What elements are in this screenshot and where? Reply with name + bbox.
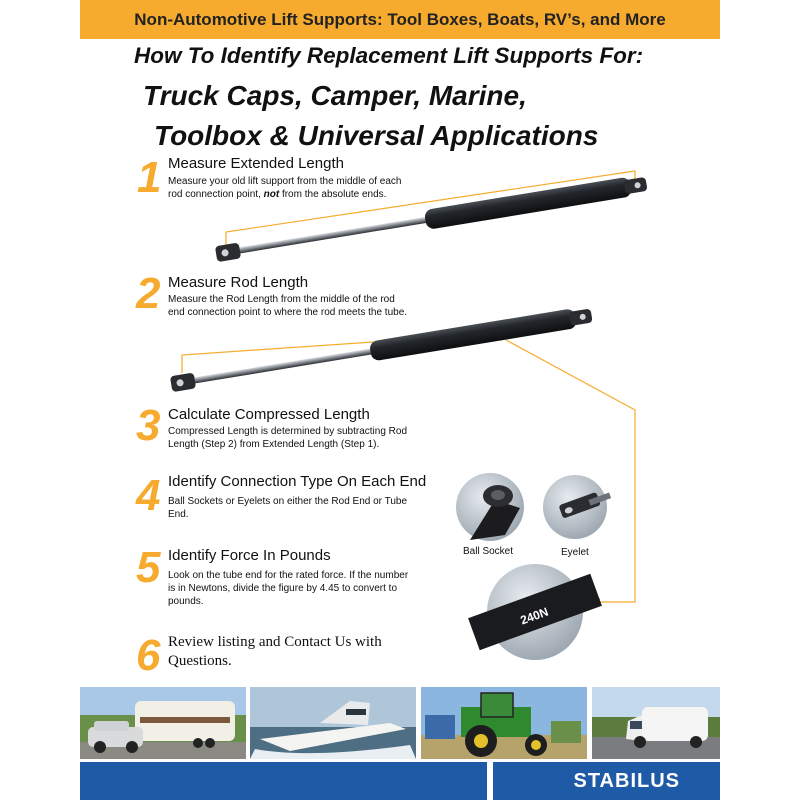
- step-2-number: 2: [136, 269, 161, 318]
- headline-2: Truck Caps, Camper, Marine,: [143, 80, 527, 111]
- step-3-title: Calculate Compressed Length: [168, 406, 370, 423]
- footer-divider: [487, 762, 493, 800]
- headline-1: How To Identify Replacement Lift Supports For:: [134, 43, 644, 68]
- step-6-number: 6: [136, 631, 161, 680]
- ball-socket-caption: Ball Socket: [463, 546, 514, 557]
- force-callout-line: [506, 340, 635, 602]
- footer-bar: [80, 762, 720, 800]
- step-5-description: Look on the tube end for the rated force. If the number is in Newtons, divide the figure by 4.45 to convert to pounds.: [168, 570, 409, 607]
- step-1-title: Measure Extended Length: [168, 155, 344, 172]
- eyelet-image: [543, 475, 611, 539]
- step-4-title: Identify Connection Type On Each End: [168, 473, 427, 490]
- boat-photo: [250, 687, 416, 759]
- step-5-number: 5: [136, 543, 161, 592]
- eyelet-caption: Eyelet: [561, 547, 589, 558]
- van-photo: [592, 687, 720, 759]
- banner-text: Non-Automotive Lift Supports: Tool Boxes, Boats, RV’s, and More: [134, 9, 666, 29]
- force-value: 240N: [518, 604, 551, 628]
- step-3-description: Compressed Length is determined by subtracting Rod Length (Step 2) from Extended Length (Step 1).: [168, 426, 408, 450]
- step-5-title: Identify Force In Pounds: [168, 547, 331, 564]
- step-3-number: 3: [136, 401, 161, 450]
- gas-strut-extended: [215, 171, 649, 264]
- ball-socket-image: [456, 473, 524, 541]
- step-1-number: 1: [137, 153, 162, 202]
- stabilus-logo: STABILUS: [573, 770, 680, 792]
- headline-3: Toolbox & Universal Applications: [154, 120, 599, 151]
- step-2-description: Measure the Rod Length from the middle of the rod end connection point to where the rod meets the tube.: [168, 294, 408, 318]
- tractor-photo: [421, 687, 587, 759]
- rv-camper-photo: [80, 687, 246, 759]
- step-4-number: 4: [136, 471, 161, 520]
- step-6-text: Review listing and Contact Us with Questions.: [168, 634, 382, 669]
- step-2-title: Measure Rod Length: [168, 274, 309, 291]
- step-1-description: Measure your old lift support from the middle of each rod connection point, not from the absolute ends.: [168, 176, 402, 200]
- step-4-description: Ball Sockets or Eyelets on either the Rod End or Tube End.: [168, 496, 408, 520]
- gas-strut-rod-length: [170, 306, 594, 395]
